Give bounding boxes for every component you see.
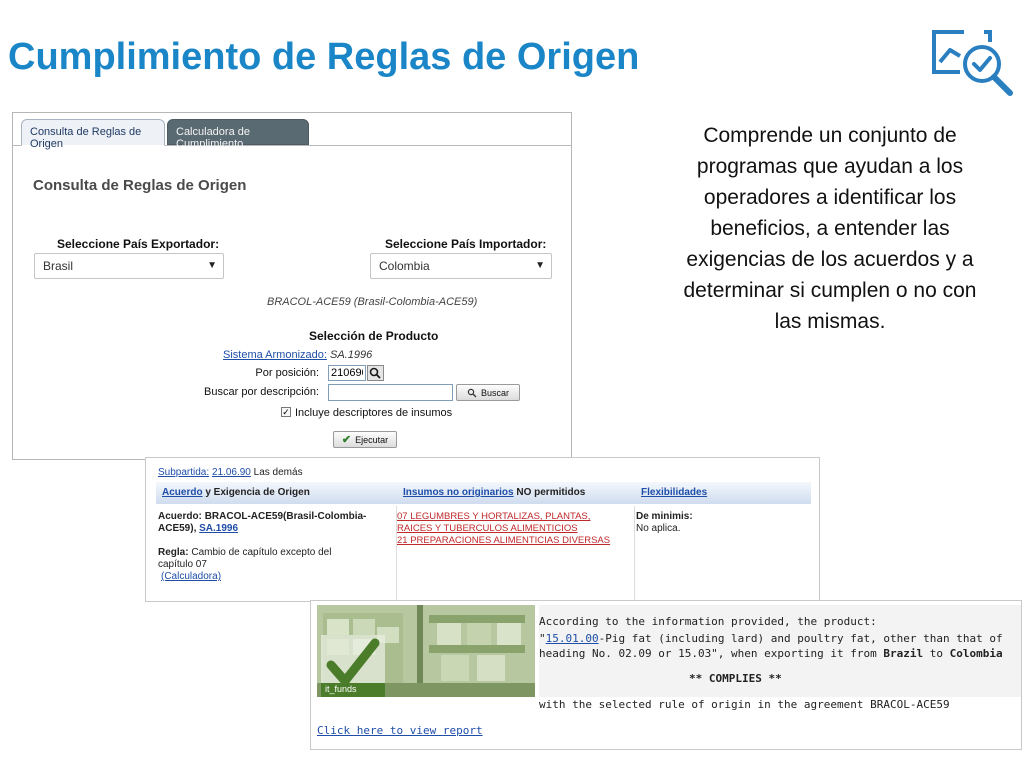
tab-consulta-reglas[interactable]: Consulta de Reglas de Origen (21, 119, 165, 146)
to-country: Colombia (949, 647, 1003, 660)
subpartida-code[interactable]: 21.06.90 (211, 467, 251, 478)
incluye-descriptores-checkbox[interactable]: ✓ (282, 407, 290, 417)
buscar-label: Buscar (480, 387, 509, 398)
product-code-link[interactable]: 15.01.00 (545, 632, 599, 645)
insumos-column (397, 511, 610, 547)
flexibilidades-column (636, 511, 693, 535)
importador-select[interactable] (370, 253, 552, 279)
posicion-label: Por posición: (255, 367, 319, 379)
sistema-armonizado-link[interactable]: Sistema Armonizado: (223, 349, 327, 361)
complies-panel (310, 600, 1022, 750)
acuerdo-sa-link[interactable]: SA.1996 (199, 523, 239, 534)
deminimis-label: De minimis: (636, 511, 693, 522)
acuerdo-label: Acuerdo: (158, 511, 202, 522)
exportador-value: Brasil (43, 259, 74, 273)
agreement-name: BRACOL-ACE59 (Brasil-Colombia-ACE59) (267, 296, 478, 308)
insumo-link[interactable]: 07 LEGUMBRES Y HORTALIZAS, PLANTAS, (397, 511, 591, 522)
checkmark-icon: ✔ (341, 434, 352, 446)
result-header (156, 482, 811, 504)
importador-value: Colombia (379, 259, 430, 273)
badge-label: it_funds (325, 684, 357, 694)
exportador-label: Seleccione País Exportador: (57, 237, 220, 251)
insumos-header-link[interactable]: Insumos no originarios (403, 487, 514, 498)
insumo-link[interactable]: RAICES Y TUBERCULOS ALIMENTICIOS (397, 523, 578, 534)
insumos-header-text: NO permitidos (516, 487, 586, 498)
regla-value: Cambio de capítulo excepto del capítulo 07 (158, 547, 332, 570)
acuerdo-header-link[interactable]: Acuerdo (162, 487, 203, 498)
slide-description: Comprende un conjunto de programas que ayudan a los operadores a identificar los beneficios, a entender las exigencias de los acuerdos y a determinar si cumplen o no con las mismas. (683, 124, 977, 333)
to-word: to (929, 647, 944, 660)
flexibilidades-header-link[interactable]: Flexibilidades (641, 487, 708, 498)
dropdown-arrow-icon: ▼ (535, 260, 545, 271)
importador-label: Seleccione País Importador: (385, 237, 547, 251)
ejecutar-label: Ejecutar (355, 434, 389, 445)
rule-line: with the selected rule of origin in the agreement BRACOL-ACE59 (539, 698, 950, 711)
acuerdo-column (158, 511, 383, 583)
calculadora-link[interactable]: (Calculadora) (161, 571, 222, 582)
subpartida-desc: Las demás (253, 467, 303, 478)
posicion-search-button[interactable] (367, 365, 384, 381)
complies-message (539, 605, 1021, 697)
tab-calculadora-cumplimiento[interactable]: Calculadora de Cumplimiento (167, 119, 309, 145)
ejecutar-button[interactable] (333, 431, 397, 448)
product-line: "15.01.00-Pig fat (including lard) and poultry fat, other than that of heading No. 02.09 or 15.03", when exporting it from Brazil to Colombia (539, 632, 1003, 660)
deminimis-value: No aplica. (636, 523, 681, 534)
buscar-descripcion-label: Buscar por descripción: (204, 386, 319, 398)
acuerdo-header-text: y Exigencia de Origen (205, 487, 310, 498)
complies-status: ** COMPLIES ** (689, 672, 782, 685)
acuerdo-value: BRACOL-ACE59(Brasil-Colombia-ACE59), (158, 511, 367, 534)
view-report-link[interactable]: Click here to view report (317, 724, 483, 737)
according-line: According to the information provided, the product: (539, 615, 877, 628)
buscar-button[interactable] (456, 384, 520, 401)
product-desc: -Pig fat (including lard) and poultry fat, other than that of heading No. 02.09 or 15.03", when exporting it from (539, 632, 1003, 660)
regla-label: Regla: (158, 547, 189, 558)
dropdown-arrow-icon: ▼ (207, 260, 217, 271)
column-divider (634, 506, 635, 601)
posicion-input[interactable] (328, 365, 366, 381)
tab-bar (13, 113, 571, 150)
subpartida-row (158, 467, 303, 478)
magnifier-icon (368, 366, 383, 380)
seleccion-producto-heading: Selección de Producto (309, 329, 439, 343)
resultado-panel (145, 457, 820, 602)
subpartida-link[interactable]: Subpartida: (158, 467, 210, 478)
incluye-descriptores-label: Incluye descriptores de insumos (295, 407, 453, 419)
analytics-check-search-icon (930, 26, 1016, 98)
consulta-heading: Consulta de Reglas de Origen (33, 177, 247, 194)
descripcion-input[interactable] (328, 384, 453, 401)
sistema-armonizado-value: SA.1996 (330, 349, 373, 361)
insumo-link[interactable]: 21 PREPARACIONES ALIMENTICIAS DIVERSAS (397, 535, 611, 546)
warehouse-image (317, 605, 535, 697)
magnifier-icon (467, 388, 477, 398)
from-country: Brazil (883, 647, 924, 660)
exportador-select[interactable] (34, 253, 224, 279)
slide-title: Cumplimiento de Reglas de Origen (8, 36, 640, 78)
consulta-panel (12, 112, 572, 460)
